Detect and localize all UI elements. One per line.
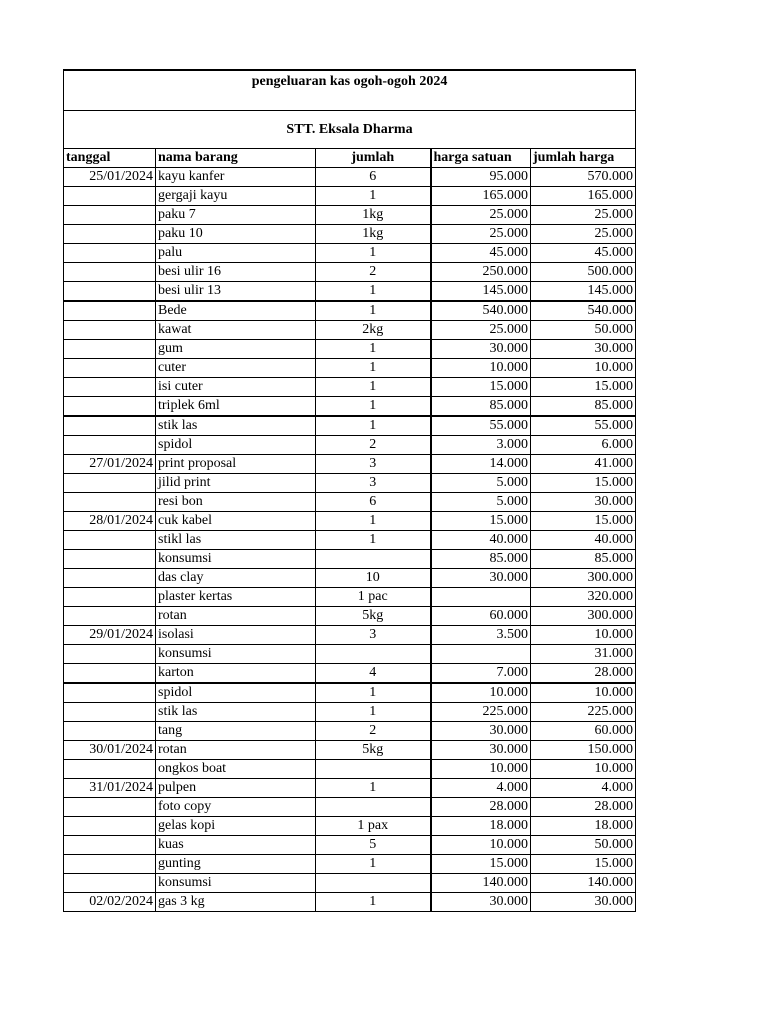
table-row xyxy=(64,168,636,187)
cell-nama-barang[interactable]: jilid print xyxy=(156,474,316,493)
cell-jumlah[interactable]: 1 xyxy=(316,855,431,874)
cell-jumlah[interactable]: 2 xyxy=(316,722,431,741)
cell-jumlah[interactable]: 5kg xyxy=(316,741,431,760)
cell-jumlah[interactable]: 3 xyxy=(316,626,431,645)
cell-jumlah-harga[interactable]: 6.000 xyxy=(531,436,636,455)
cell-nama-barang[interactable]: plaster kertas xyxy=(156,588,316,607)
cell-tanggal[interactable] xyxy=(64,436,156,455)
cell-nama-barang[interactable]: besi ulir 16 xyxy=(156,263,316,282)
expense-table xyxy=(63,69,636,912)
cell-jumlah-harga[interactable]: 10.000 xyxy=(531,626,636,645)
cell-harga-satuan[interactable]: 30.000 xyxy=(431,893,531,912)
table-row xyxy=(64,626,636,645)
cell-nama-barang[interactable]: kuas xyxy=(156,836,316,855)
cell-jumlah-harga[interactable]: 10.000 xyxy=(531,359,636,378)
table-row xyxy=(64,359,636,378)
cell-jumlah[interactable]: 4 xyxy=(316,664,431,684)
cell-tanggal[interactable] xyxy=(64,798,156,817)
cell-tanggal[interactable] xyxy=(64,416,156,436)
cell-nama-barang[interactable]: kayu kanfer xyxy=(156,168,316,187)
table-row xyxy=(64,455,636,474)
table-row xyxy=(64,741,636,760)
cell-harga-satuan[interactable]: 3.000 xyxy=(431,436,531,455)
table-row xyxy=(64,474,636,493)
table-row xyxy=(64,531,636,550)
cell-tanggal[interactable] xyxy=(64,683,156,703)
cell-tanggal[interactable] xyxy=(64,206,156,225)
cell-nama-barang[interactable]: cuk kabel xyxy=(156,512,316,531)
cell-harga-satuan[interactable]: 30.000 xyxy=(431,569,531,588)
cell-jumlah-harga[interactable]: 30.000 xyxy=(531,340,636,359)
cell-harga-satuan[interactable]: 10.000 xyxy=(431,760,531,779)
cell-harga-satuan[interactable]: 4.000 xyxy=(431,779,531,798)
cell-tanggal[interactable] xyxy=(64,722,156,741)
cell-tanggal[interactable]: 31/01/2024 xyxy=(64,779,156,798)
cell-jumlah[interactable]: 1 xyxy=(316,340,431,359)
cell-tanggal[interactable] xyxy=(64,321,156,340)
cell-jumlah[interactable]: 1 xyxy=(316,359,431,378)
cell-tanggal[interactable] xyxy=(64,474,156,493)
table-row xyxy=(64,512,636,531)
cell-tanggal[interactable]: 02/02/2024 xyxy=(64,893,156,912)
table-row xyxy=(64,855,636,874)
table-row xyxy=(64,436,636,455)
cell-jumlah-harga[interactable]: 320.000 xyxy=(531,588,636,607)
cell-tanggal[interactable] xyxy=(64,607,156,626)
sheet-subtitle: STT. Eksala Dharma xyxy=(64,111,636,149)
table-row xyxy=(64,722,636,741)
cell-jumlah[interactable] xyxy=(316,760,431,779)
cell-jumlah[interactable]: 3 xyxy=(316,474,431,493)
cell-harga-satuan[interactable]: 5.000 xyxy=(431,474,531,493)
cell-harga-satuan[interactable]: 25.000 xyxy=(431,225,531,244)
table-row xyxy=(64,206,636,225)
cell-nama-barang[interactable]: rotan xyxy=(156,741,316,760)
cell-jumlah-harga[interactable]: 15.000 xyxy=(531,855,636,874)
cell-harga-satuan[interactable]: 10.000 xyxy=(431,359,531,378)
cell-harga-satuan[interactable]: 145.000 xyxy=(431,282,531,302)
cell-jumlah[interactable]: 1 pax xyxy=(316,817,431,836)
table-row xyxy=(64,893,636,912)
cell-nama-barang[interactable]: konsumsi xyxy=(156,874,316,893)
cell-jumlah-harga[interactable]: 85.000 xyxy=(531,397,636,417)
cell-jumlah[interactable]: 1 xyxy=(316,416,431,436)
cell-jumlah-harga[interactable]: 15.000 xyxy=(531,378,636,397)
cell-jumlah[interactable]: 1kg xyxy=(316,225,431,244)
header-harga-satuan: harga satuan xyxy=(431,149,531,168)
cell-harga-satuan[interactable]: 15.000 xyxy=(431,512,531,531)
cell-nama-barang[interactable]: foto copy xyxy=(156,798,316,817)
cell-harga-satuan[interactable]: 225.000 xyxy=(431,703,531,722)
cell-jumlah[interactable]: 2 xyxy=(316,436,431,455)
cell-harga-satuan[interactable]: 30.000 xyxy=(431,741,531,760)
cell-harga-satuan[interactable]: 140.000 xyxy=(431,874,531,893)
cell-tanggal[interactable] xyxy=(64,340,156,359)
cell-harga-satuan[interactable]: 5.000 xyxy=(431,493,531,512)
cell-nama-barang[interactable]: gas 3 kg xyxy=(156,893,316,912)
cell-jumlah[interactable]: 1 xyxy=(316,683,431,703)
cell-nama-barang[interactable]: gum xyxy=(156,340,316,359)
cell-jumlah-harga[interactable]: 85.000 xyxy=(531,550,636,569)
title-row xyxy=(64,70,636,111)
cell-nama-barang[interactable]: spidol xyxy=(156,683,316,703)
cell-jumlah[interactable] xyxy=(316,550,431,569)
table-row xyxy=(64,683,636,703)
cell-harga-satuan[interactable]: 15.000 xyxy=(431,855,531,874)
cell-harga-satuan[interactable]: 30.000 xyxy=(431,722,531,741)
cell-jumlah-harga[interactable]: 55.000 xyxy=(531,416,636,436)
header-jumlah-harga: jumlah harga xyxy=(531,149,636,168)
cell-nama-barang[interactable]: triplek 6ml xyxy=(156,397,316,417)
cell-harga-satuan[interactable]: 25.000 xyxy=(431,206,531,225)
cell-jumlah-harga[interactable]: 145.000 xyxy=(531,282,636,302)
table-row xyxy=(64,798,636,817)
cell-jumlah[interactable]: 1 xyxy=(316,187,431,206)
cell-nama-barang[interactable]: stik las xyxy=(156,416,316,436)
cell-jumlah[interactable]: 5 xyxy=(316,836,431,855)
cell-nama-barang[interactable]: pulpen xyxy=(156,779,316,798)
cell-tanggal[interactable] xyxy=(64,550,156,569)
cell-jumlah[interactable]: 1 xyxy=(316,282,431,302)
cell-tanggal[interactable] xyxy=(64,493,156,512)
cell-nama-barang[interactable]: Bede xyxy=(156,301,316,321)
cell-jumlah-harga[interactable]: 225.000 xyxy=(531,703,636,722)
cell-tanggal[interactable] xyxy=(64,187,156,206)
cell-jumlah-harga[interactable]: 41.000 xyxy=(531,455,636,474)
cell-jumlah-harga[interactable]: 300.000 xyxy=(531,607,636,626)
cell-jumlah[interactable]: 1 xyxy=(316,244,431,263)
cell-jumlah-harga[interactable]: 25.000 xyxy=(531,225,636,244)
cell-jumlah[interactable]: 1 xyxy=(316,378,431,397)
cell-jumlah[interactable]: 1 xyxy=(316,301,431,321)
cell-jumlah[interactable]: 1 xyxy=(316,397,431,417)
cell-harga-satuan[interactable]: 55.000 xyxy=(431,416,531,436)
header-tanggal: tanggal xyxy=(64,149,156,168)
cell-tanggal[interactable] xyxy=(64,282,156,302)
cell-harga-satuan[interactable]: 60.000 xyxy=(431,607,531,626)
cell-nama-barang[interactable]: gergaji kayu xyxy=(156,187,316,206)
cell-harga-satuan[interactable]: 40.000 xyxy=(431,531,531,550)
cell-tanggal[interactable] xyxy=(64,378,156,397)
cell-tanggal[interactable]: 29/01/2024 xyxy=(64,626,156,645)
cell-tanggal[interactable] xyxy=(64,760,156,779)
cell-nama-barang[interactable]: konsumsi xyxy=(156,550,316,569)
cell-harga-satuan[interactable]: 3.500 xyxy=(431,626,531,645)
cell-jumlah[interactable]: 1 xyxy=(316,779,431,798)
table-row xyxy=(64,493,636,512)
cell-nama-barang[interactable]: resi bon xyxy=(156,493,316,512)
table-row xyxy=(64,321,636,340)
cell-tanggal[interactable] xyxy=(64,225,156,244)
cell-tanggal[interactable] xyxy=(64,531,156,550)
cell-harga-satuan[interactable]: 15.000 xyxy=(431,378,531,397)
cell-harga-satuan[interactable]: 85.000 xyxy=(431,550,531,569)
table-row xyxy=(64,244,636,263)
cell-nama-barang[interactable]: gelas kopi xyxy=(156,817,316,836)
table-row xyxy=(64,874,636,893)
cell-jumlah[interactable]: 6 xyxy=(316,493,431,512)
cell-nama-barang[interactable]: stikl las xyxy=(156,531,316,550)
cell-jumlah[interactable]: 3 xyxy=(316,455,431,474)
cell-jumlah[interactable]: 2kg xyxy=(316,321,431,340)
cell-jumlah-harga[interactable]: 15.000 xyxy=(531,512,636,531)
cell-nama-barang[interactable]: besi ulir 13 xyxy=(156,282,316,302)
cell-jumlah-harga[interactable]: 165.000 xyxy=(531,187,636,206)
cell-tanggal[interactable] xyxy=(64,664,156,684)
cell-jumlah-harga[interactable]: 500.000 xyxy=(531,263,636,282)
cell-harga-satuan[interactable]: 7.000 xyxy=(431,664,531,684)
cell-tanggal[interactable]: 27/01/2024 xyxy=(64,455,156,474)
cell-tanggal[interactable] xyxy=(64,703,156,722)
cell-tanggal[interactable] xyxy=(64,645,156,664)
cell-nama-barang[interactable]: spidol xyxy=(156,436,316,455)
subtitle-row xyxy=(64,111,636,149)
cell-nama-barang[interactable]: rotan xyxy=(156,607,316,626)
cell-tanggal[interactable]: 25/01/2024 xyxy=(64,168,156,187)
cell-nama-barang[interactable]: karton xyxy=(156,664,316,684)
cell-jumlah-harga[interactable]: 60.000 xyxy=(531,722,636,741)
cell-tanggal[interactable]: 28/01/2024 xyxy=(64,512,156,531)
cell-harga-satuan[interactable]: 25.000 xyxy=(431,321,531,340)
cell-harga-satuan[interactable]: 30.000 xyxy=(431,340,531,359)
cell-jumlah-harga[interactable]: 40.000 xyxy=(531,531,636,550)
cell-jumlah[interactable]: 1 xyxy=(316,893,431,912)
cell-nama-barang[interactable]: isi cuter xyxy=(156,378,316,397)
cell-nama-barang[interactable]: gunting xyxy=(156,855,316,874)
table-row xyxy=(64,607,636,626)
cell-jumlah-harga[interactable]: 18.000 xyxy=(531,817,636,836)
cell-nama-barang[interactable]: tang xyxy=(156,722,316,741)
cell-nama-barang[interactable]: paku 7 xyxy=(156,206,316,225)
cell-nama-barang[interactable]: isolasi xyxy=(156,626,316,645)
cell-nama-barang[interactable]: das clay xyxy=(156,569,316,588)
cell-harga-satuan[interactable]: 28.000 xyxy=(431,798,531,817)
cell-tanggal[interactable] xyxy=(64,301,156,321)
table-row xyxy=(64,569,636,588)
header-row xyxy=(64,149,636,168)
table-row xyxy=(64,664,636,684)
cell-jumlah[interactable] xyxy=(316,798,431,817)
cell-nama-barang[interactable]: paku 10 xyxy=(156,225,316,244)
cell-tanggal[interactable] xyxy=(64,263,156,282)
cell-nama-barang[interactable]: stik las xyxy=(156,703,316,722)
table-row xyxy=(64,645,636,664)
cell-harga-satuan[interactable]: 165.000 xyxy=(431,187,531,206)
cell-nama-barang[interactable]: palu xyxy=(156,244,316,263)
cell-harga-satuan[interactable] xyxy=(431,588,531,607)
cell-jumlah-harga[interactable]: 4.000 xyxy=(531,779,636,798)
cell-jumlah-harga[interactable]: 28.000 xyxy=(531,798,636,817)
cell-harga-satuan[interactable]: 18.000 xyxy=(431,817,531,836)
cell-jumlah-harga[interactable]: 140.000 xyxy=(531,874,636,893)
cell-tanggal[interactable] xyxy=(64,359,156,378)
cell-tanggal[interactable] xyxy=(64,569,156,588)
table-row xyxy=(64,416,636,436)
cell-harga-satuan[interactable]: 45.000 xyxy=(431,244,531,263)
cell-nama-barang[interactable]: konsumsi xyxy=(156,645,316,664)
cell-tanggal[interactable] xyxy=(64,874,156,893)
cell-nama-barang[interactable]: print proposal xyxy=(156,455,316,474)
table-row xyxy=(64,588,636,607)
header-nama-barang: nama barang xyxy=(156,149,316,168)
cell-jumlah-harga[interactable]: 540.000 xyxy=(531,301,636,321)
cell-jumlah[interactable]: 6 xyxy=(316,168,431,187)
sheet-title: pengeluaran kas ogoh-ogoh 2024 xyxy=(64,70,636,111)
header-jumlah: jumlah xyxy=(316,149,431,168)
table-row xyxy=(64,340,636,359)
table-row xyxy=(64,836,636,855)
cell-tanggal[interactable] xyxy=(64,836,156,855)
cell-harga-satuan[interactable]: 10.000 xyxy=(431,836,531,855)
table-row xyxy=(64,703,636,722)
cell-jumlah-harga[interactable]: 50.000 xyxy=(531,321,636,340)
cell-jumlah[interactable]: 2 xyxy=(316,263,431,282)
cell-jumlah[interactable]: 5kg xyxy=(316,607,431,626)
cell-tanggal[interactable]: 30/01/2024 xyxy=(64,741,156,760)
table-row xyxy=(64,817,636,836)
cell-jumlah-harga[interactable]: 150.000 xyxy=(531,741,636,760)
cell-nama-barang[interactable]: ongkos boat xyxy=(156,760,316,779)
cell-tanggal[interactable] xyxy=(64,244,156,263)
table-row xyxy=(64,225,636,244)
table-row xyxy=(64,779,636,798)
cell-harga-satuan[interactable] xyxy=(431,645,531,664)
spreadsheet-sheet xyxy=(63,69,635,912)
cell-jumlah-harga[interactable]: 31.000 xyxy=(531,645,636,664)
cell-jumlah-harga[interactable]: 30.000 xyxy=(531,493,636,512)
cell-jumlah-harga[interactable]: 10.000 xyxy=(531,760,636,779)
cell-tanggal[interactable] xyxy=(64,397,156,417)
cell-harga-satuan[interactable]: 250.000 xyxy=(431,263,531,282)
cell-tanggal[interactable] xyxy=(64,588,156,607)
cell-harga-satuan[interactable]: 95.000 xyxy=(431,168,531,187)
cell-harga-satuan[interactable]: 14.000 xyxy=(431,455,531,474)
table-row xyxy=(64,301,636,321)
table-row xyxy=(64,397,636,417)
cell-jumlah-harga[interactable]: 300.000 xyxy=(531,569,636,588)
cell-jumlah[interactable]: 1 pac xyxy=(316,588,431,607)
cell-jumlah[interactable]: 1 xyxy=(316,531,431,550)
cell-jumlah[interactable]: 1kg xyxy=(316,206,431,225)
cell-harga-satuan[interactable]: 85.000 xyxy=(431,397,531,417)
table-row xyxy=(64,282,636,302)
cell-jumlah-harga[interactable]: 50.000 xyxy=(531,836,636,855)
cell-jumlah-harga[interactable]: 30.000 xyxy=(531,893,636,912)
cell-jumlah-harga[interactable]: 15.000 xyxy=(531,474,636,493)
cell-harga-satuan[interactable]: 10.000 xyxy=(431,683,531,703)
cell-nama-barang[interactable]: kawat xyxy=(156,321,316,340)
cell-jumlah-harga[interactable]: 28.000 xyxy=(531,664,636,684)
cell-jumlah[interactable]: 1 xyxy=(316,512,431,531)
table-row xyxy=(64,263,636,282)
cell-jumlah[interactable]: 10 xyxy=(316,569,431,588)
cell-tanggal[interactable] xyxy=(64,855,156,874)
cell-jumlah[interactable] xyxy=(316,874,431,893)
cell-jumlah-harga[interactable]: 25.000 xyxy=(531,206,636,225)
table-row xyxy=(64,187,636,206)
cell-harga-satuan[interactable]: 540.000 xyxy=(431,301,531,321)
table-row xyxy=(64,378,636,397)
cell-tanggal[interactable] xyxy=(64,817,156,836)
cell-jumlah-harga[interactable]: 45.000 xyxy=(531,244,636,263)
cell-jumlah-harga[interactable]: 10.000 xyxy=(531,683,636,703)
table-row xyxy=(64,550,636,569)
cell-nama-barang[interactable]: cuter xyxy=(156,359,316,378)
cell-jumlah[interactable]: 1 xyxy=(316,703,431,722)
table-row xyxy=(64,760,636,779)
cell-jumlah-harga[interactable]: 570.000 xyxy=(531,168,636,187)
cell-jumlah[interactable] xyxy=(316,645,431,664)
